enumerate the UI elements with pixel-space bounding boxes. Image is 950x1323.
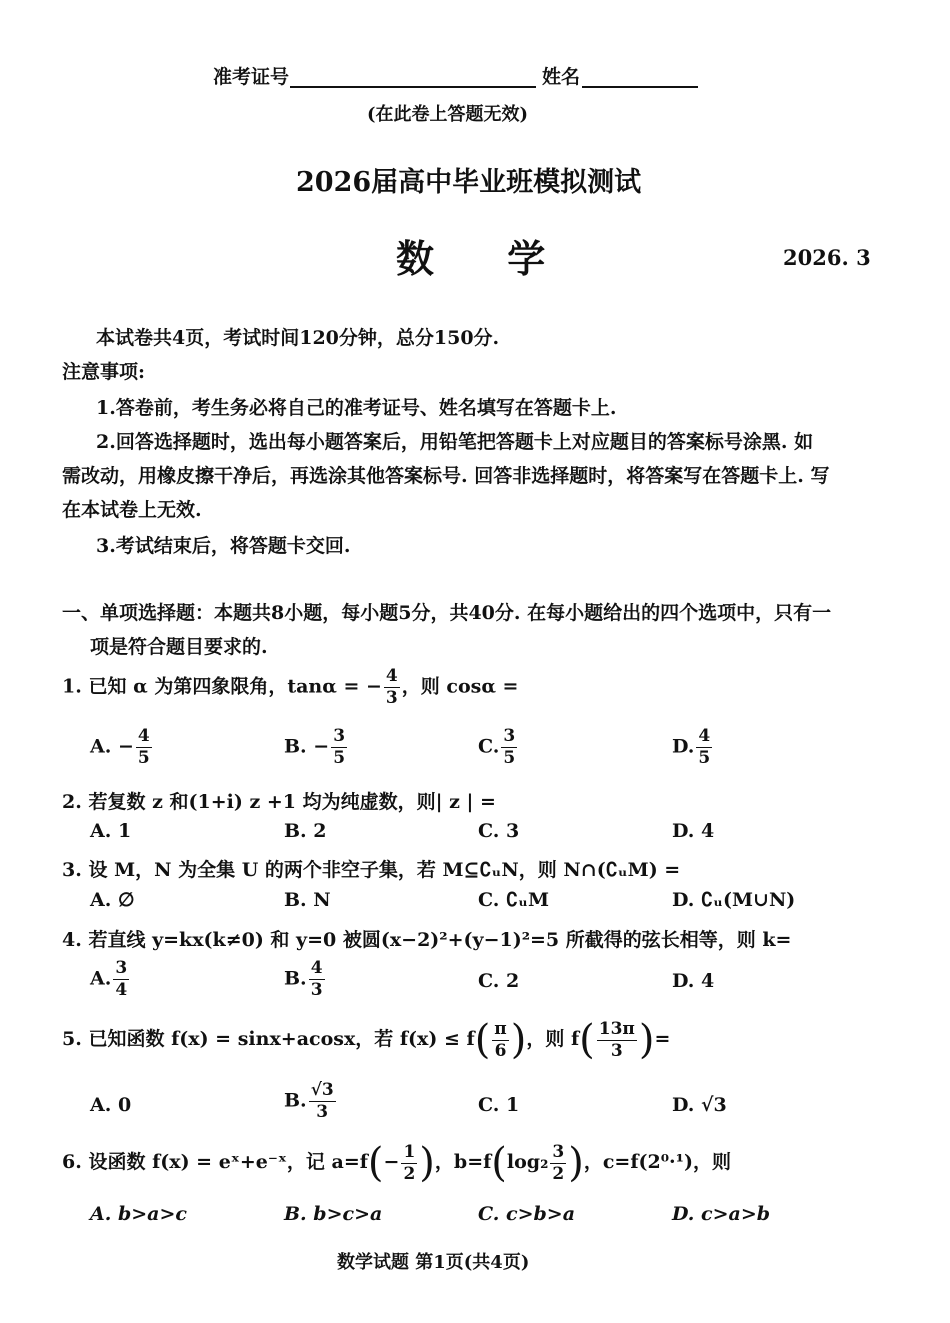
question-text: 若复数 z 和(1+i) z +1 均为纯虚数，则| z | = [88, 791, 496, 813]
question-6-option-a[interactable]: A. b>a>c [90, 1203, 187, 1225]
question-1-option-c[interactable]: C. $\frac{3}{5}$ [478, 726, 516, 768]
question-4-option-b[interactable]: B. $\frac{4}{3}$ [284, 958, 323, 1000]
question-4-stem [62, 925, 791, 952]
question-text: ，c=f(2⁰·¹)，则 [583, 1151, 731, 1173]
question-1-option-d[interactable]: D. $\frac{4}{5}$ [672, 726, 711, 768]
question-6-option-d[interactable]: D. c>a>b [672, 1203, 771, 1225]
question-3-stem [62, 855, 680, 882]
question-text: ，则 cosα = [401, 675, 519, 698]
question-number: 6. [62, 1151, 82, 1173]
notice-3: 3.考试结束后，将答题卡交回. [96, 535, 351, 557]
name-blank[interactable] [582, 64, 698, 88]
question-text: = [654, 1028, 671, 1050]
question-text: 设函数 f(x) = eˣ+e⁻ˣ，记 a=f [88, 1151, 368, 1173]
name-label: 姓名 [542, 66, 581, 88]
notice-title: 注意事项: [62, 361, 146, 383]
exam-summary: 本试卷共4页，考试时间120分钟，总分150分. [96, 327, 500, 349]
question-5-stem: 5. 已知函数 f(x) = sinx+acosx，若 f(x) ≤ f( $\frac{\pi}{6}$ )，则 f( $\frac{13\pi}{3}$ )= [62, 1017, 671, 1063]
question-5-option-d[interactable]: D. √3 [672, 1094, 727, 1116]
question-6-option-c[interactable]: C. c>b>a [478, 1203, 576, 1225]
question-3-option-a[interactable]: A. ∅ [90, 889, 135, 911]
question-number: 1. [62, 675, 82, 698]
section1-heading-line1: 一、单项选择题：本题共8小题，每小题5分，共40分. 在每小题给出的四个选项中，只有一 [62, 602, 832, 624]
question-1-stem [62, 668, 518, 707]
question-5-option-a[interactable]: A. 0 [90, 1094, 132, 1116]
question-3-option-b[interactable]: B. N [284, 889, 331, 911]
question-4-option-c[interactable]: C. 2 [478, 970, 520, 992]
question-2-option-c[interactable]: C. 3 [478, 820, 520, 842]
question-4-option-d[interactable]: D. 4 [672, 970, 715, 992]
question-number: 2. [62, 791, 82, 813]
exam-title: 2026届高中毕业班模拟测试 [296, 167, 642, 198]
question-5-option-b[interactable]: B. $\frac{√3}{3}$ [284, 1080, 334, 1122]
question-number: 3. [62, 859, 82, 881]
question-2-stem [62, 787, 496, 814]
question-3-option-c[interactable]: C. ∁ᵤM [478, 889, 550, 911]
question-4-option-a[interactable]: A. $\frac{3}{4}$ [90, 958, 128, 1000]
question-5-option-c[interactable]: C. 1 [478, 1094, 520, 1116]
notice-2-line1: 2.回答选择题时，选出每小题答案后，用铅笔把答题卡上对应题目的答案标号涂黑. 如 [96, 431, 814, 453]
page-footer: 数学试题 第1页(共4页) [337, 1252, 530, 1273]
question-6-option-b[interactable]: B. b>c>a [284, 1203, 383, 1225]
question-2-option-a[interactable]: A. 1 [90, 820, 132, 842]
invalid-note: (在此卷上答题无效) [367, 104, 529, 125]
notice-2-line2: 需改动，用橡皮擦干净后，再选涂其他答案标号. 回答非选择题时，将答案写在答题卡上. 写 [62, 465, 830, 487]
exam-number-label: 准考证号 [213, 66, 290, 88]
question-text: 已知函数 f(x) = sinx+acosx，若 f(x) ≤ f [88, 1028, 475, 1050]
question-6-stem: 6. 设函数 f(x) = eˣ+e⁻ˣ，记 a=f(− $\frac{1}{2}$ )，b=f(log₂ $\frac{3}{2}$ )，c=f(2⁰·¹)，则 [62, 1140, 731, 1186]
notice-2-line3: 在本试卷上无效. [62, 499, 202, 521]
question-1-option-b[interactable]: B. − $\frac{3}{5}$ [284, 726, 346, 768]
question-2-option-d[interactable]: D. 4 [672, 820, 715, 842]
question-text: 设 M，N 为全集 U 的两个非空子集，若 M⊆∁ᵤN，则 N∩(∁ᵤM) = [88, 859, 681, 881]
question-1-option-a[interactable]: A. − $\frac{4}{5}$ [90, 726, 150, 768]
notice-1: 1.答卷前，考生务必将自己的准考证号、姓名填写在答题卡上. [96, 397, 617, 419]
section1-heading-line2: 项是符合题目要求的. [90, 636, 268, 658]
question-number: 4. [62, 929, 82, 951]
fraction: $\frac{4}{3}$ [385, 666, 398, 708]
question-text: ，b=f [434, 1151, 492, 1173]
exam-date: 2026. 3 [783, 245, 871, 270]
question-2-option-b[interactable]: B. 2 [284, 820, 327, 842]
question-number: 5. [62, 1028, 82, 1050]
question-text: 若直线 y=kx(k≠0) 和 y=0 被圆(x−2)²+(y−1)²=5 所截得的弦长相等，则 k= [88, 929, 792, 951]
question-text: 已知 α 为第四象限角，tanα = − [88, 675, 382, 698]
question-text: ，则 f [526, 1028, 580, 1050]
question-3-option-d[interactable]: D. ∁ᵤ(M∪N) [672, 889, 796, 911]
exam-number-blank[interactable] [290, 64, 536, 88]
subject-title: 数 学 [396, 236, 576, 281]
